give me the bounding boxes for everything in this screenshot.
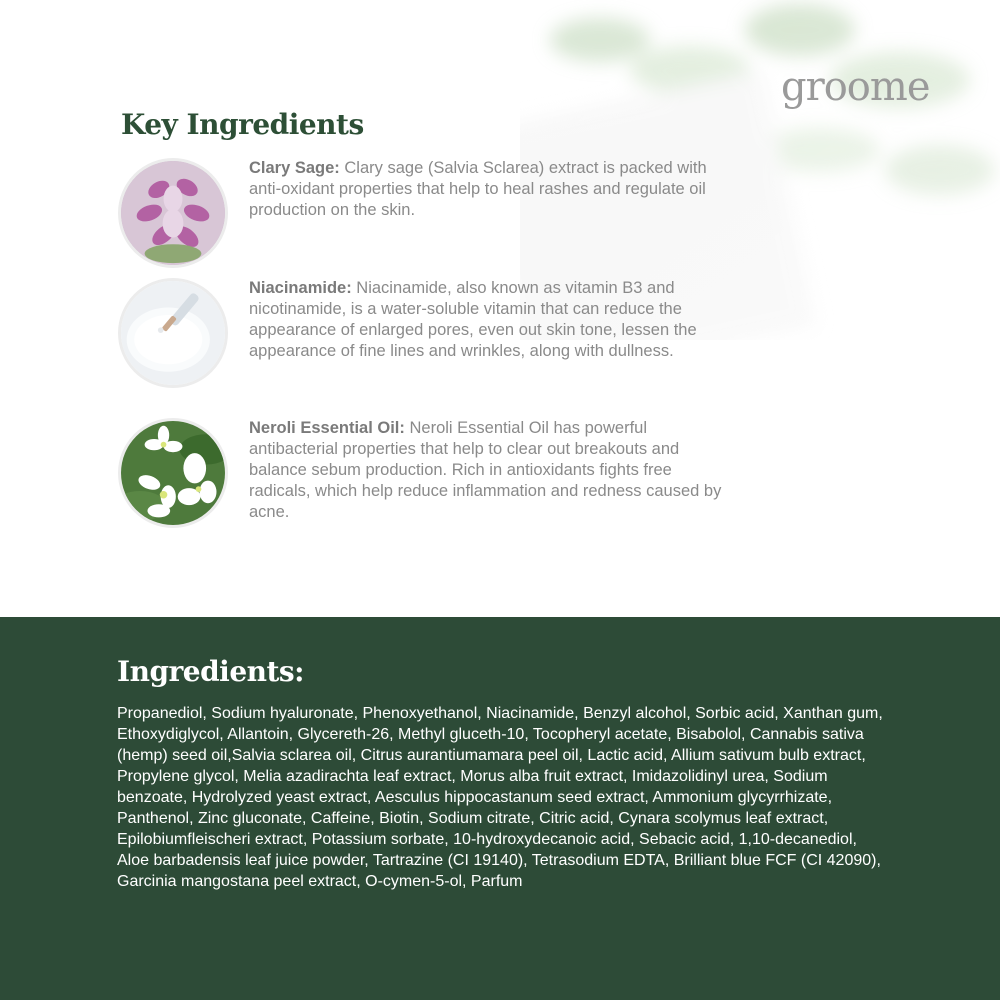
- ingredients-list: Propanediol, Sodium hyaluronate, Phenoxyethanol, Niacinamide, Benzyl alcohol, Sorbic acid, Xanthan gum, Ethoxydiglycol, Allantoin, Glycereth-26, Methyl gluceth-10, Tocopheryl acetate, Bisabolol, Cannabis sativa (hemp) seed oil,Salvia sclarea oil, Citrus aurantiumamara peel oil, Lactic acid, Allium sativum bulb extract, Propylene glycol, Melia azadirachta leaf extract, Morus alba fruit extract, Imidazolidinyl urea, Sodium benzoate, Hydrolyzed yeast extract, Aesculus hippocastanum seed extract, Ammonium glycyrrhizate, Panthenol, Zinc gluconate, Caffeine, Biotin, Sodium citrate, Citric acid, Cynara scolymus leaf extract, Epilobiumfleischeri extract, Potassium sorbate, 10-hydroxydecanoic acid, Sebacic acid, 1,10-decanediol, Aloe barbadensis leaf juice powder, Tartrazine (CI 19140), Tetrasodium EDTA, Brilliant blue FCF (CI 42090), Garcinia mangostana peel extract, O-cymen-5-ol, Parfum: [117, 705, 883, 890]
- clary-sage-text: Clary Sage: Clary sage (Salvia Sclarea) extract is packed with anti-oxidant properties that help to heal rashes and regulate oil production on the skin.: [249, 159, 707, 219]
- neroli-text: Neroli Essential Oil: Neroli Essential Oil has powerful antibacterial properties that help to clear out breakouts and balance sebum production. Rich in antioxidants fights free radicals, which help reduce inflammation and redness caused by acne.: [249, 419, 722, 521]
- key-ingredients-title: Key Ingredients: [121, 108, 364, 141]
- niacinamide-image: [118, 278, 228, 388]
- ingredients-title: Ingredients:: [117, 655, 305, 688]
- neroli-image: [118, 418, 228, 528]
- groome-logo: groome: [781, 64, 930, 110]
- niacinamide-text: Niacinamide: Niacinamide, also known as vitamin B3 and nicotinamide, is a water-soluble vitamin that can reduce the appearance of enlarged pores, even out skin tone, lessen the appearance of fine lines and wrinkles, along with dullness.: [249, 279, 697, 360]
- ingredients-panel: [0, 617, 1000, 1000]
- clary-sage-image: [118, 158, 228, 268]
